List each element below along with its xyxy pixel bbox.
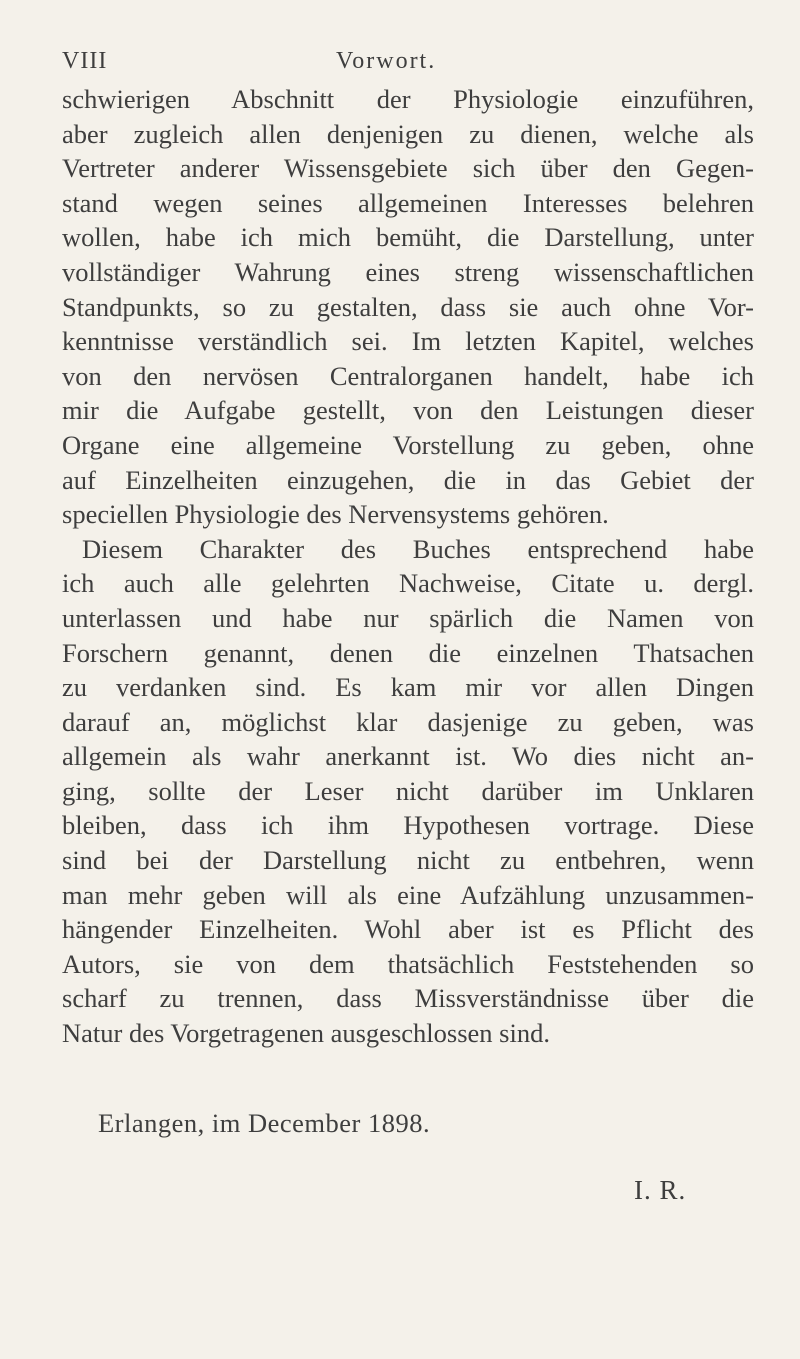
text-line: ging, sollte der Leser nicht darüber im Unklaren xyxy=(62,775,754,806)
text-line: von den nervösen Centralorganen handelt, habe ich xyxy=(62,360,754,391)
text-line: Natur des Vorgetragenen ausgeschlossen sind. xyxy=(62,1018,550,1049)
text-line: kenntnisse verständlich sei. Im letzten Kapitel, welches xyxy=(62,326,754,357)
text-line: Diesem Charakter des Buches entsprechend habe xyxy=(82,533,754,564)
text-line: bleiben, dass ich ihm Hypothesen vortrage. Diese xyxy=(62,810,754,841)
author-initials: I. R. xyxy=(634,1175,687,1205)
running-head xyxy=(0,48,800,78)
text-line: Organe eine allgemeine Vorstellung zu geben, ohne xyxy=(62,429,754,460)
text-line: wollen, habe ich mich bemüht, die Darstellung, unter xyxy=(62,222,754,253)
text-line: unterlassen und habe nur spärlich die Namen von xyxy=(62,602,754,633)
running-head-title: Vorwort. xyxy=(336,48,437,74)
text-line: schwierigen Abschnitt der Physiologie einzuführen, xyxy=(62,84,754,114)
text-line: vollständiger Wahrung eines streng wissenschaftlichen xyxy=(62,256,754,287)
text-line: mir die Aufgabe gestellt, von den Leistungen dieser xyxy=(62,395,754,426)
text-line: zu verdanken sind. Es kam mir vor allen Dingen xyxy=(62,672,754,703)
text-line: ich auch alle gelehrten Nachweise, Citate u. dergl. xyxy=(62,568,754,599)
text-line: Forschern genannt, denen die einzelnen Thatsachen xyxy=(62,637,754,668)
text-line: Standpunkts, so zu gestalten, dass sie auch ohne Vor- xyxy=(62,291,754,322)
text-line: Vertreter anderer Wissensgebiete sich über den Gegen- xyxy=(62,153,754,184)
text-line: aber zugleich allen denjenigen zu dienen, welche als xyxy=(62,118,754,149)
text-line: stand wegen seines allgemeinen Interesses belehren xyxy=(62,187,754,218)
text-line: man mehr geben will als eine Aufzählung unzusammen- xyxy=(62,879,754,910)
text-line: Autors, sie von dem thatsächlich Feststehenden so xyxy=(62,948,754,979)
text-line: scharf zu trennen, dass Missverständnisse über die xyxy=(62,983,754,1014)
page-number: VIII xyxy=(62,48,108,74)
text-line: darauf an, möglichst klar dasjenige zu geben, was xyxy=(62,706,754,737)
text-line: allgemein als wahr anerkannt ist. Wo dies nicht an- xyxy=(62,741,754,772)
text-line: auf Einzelheiten einzugehen, die in das Gebiet der xyxy=(62,464,754,495)
text-line: hängender Einzelheiten. Wohl aber ist es Pflicht des xyxy=(62,914,754,945)
text-line: sind bei der Darstellung nicht zu entbehren, wenn xyxy=(62,845,754,876)
preface-body-text xyxy=(62,82,754,1051)
text-line: speciellen Physiologie des Nervensystems gehören. xyxy=(62,499,609,530)
place-and-date: Erlangen, im December 1898. xyxy=(98,1108,431,1138)
